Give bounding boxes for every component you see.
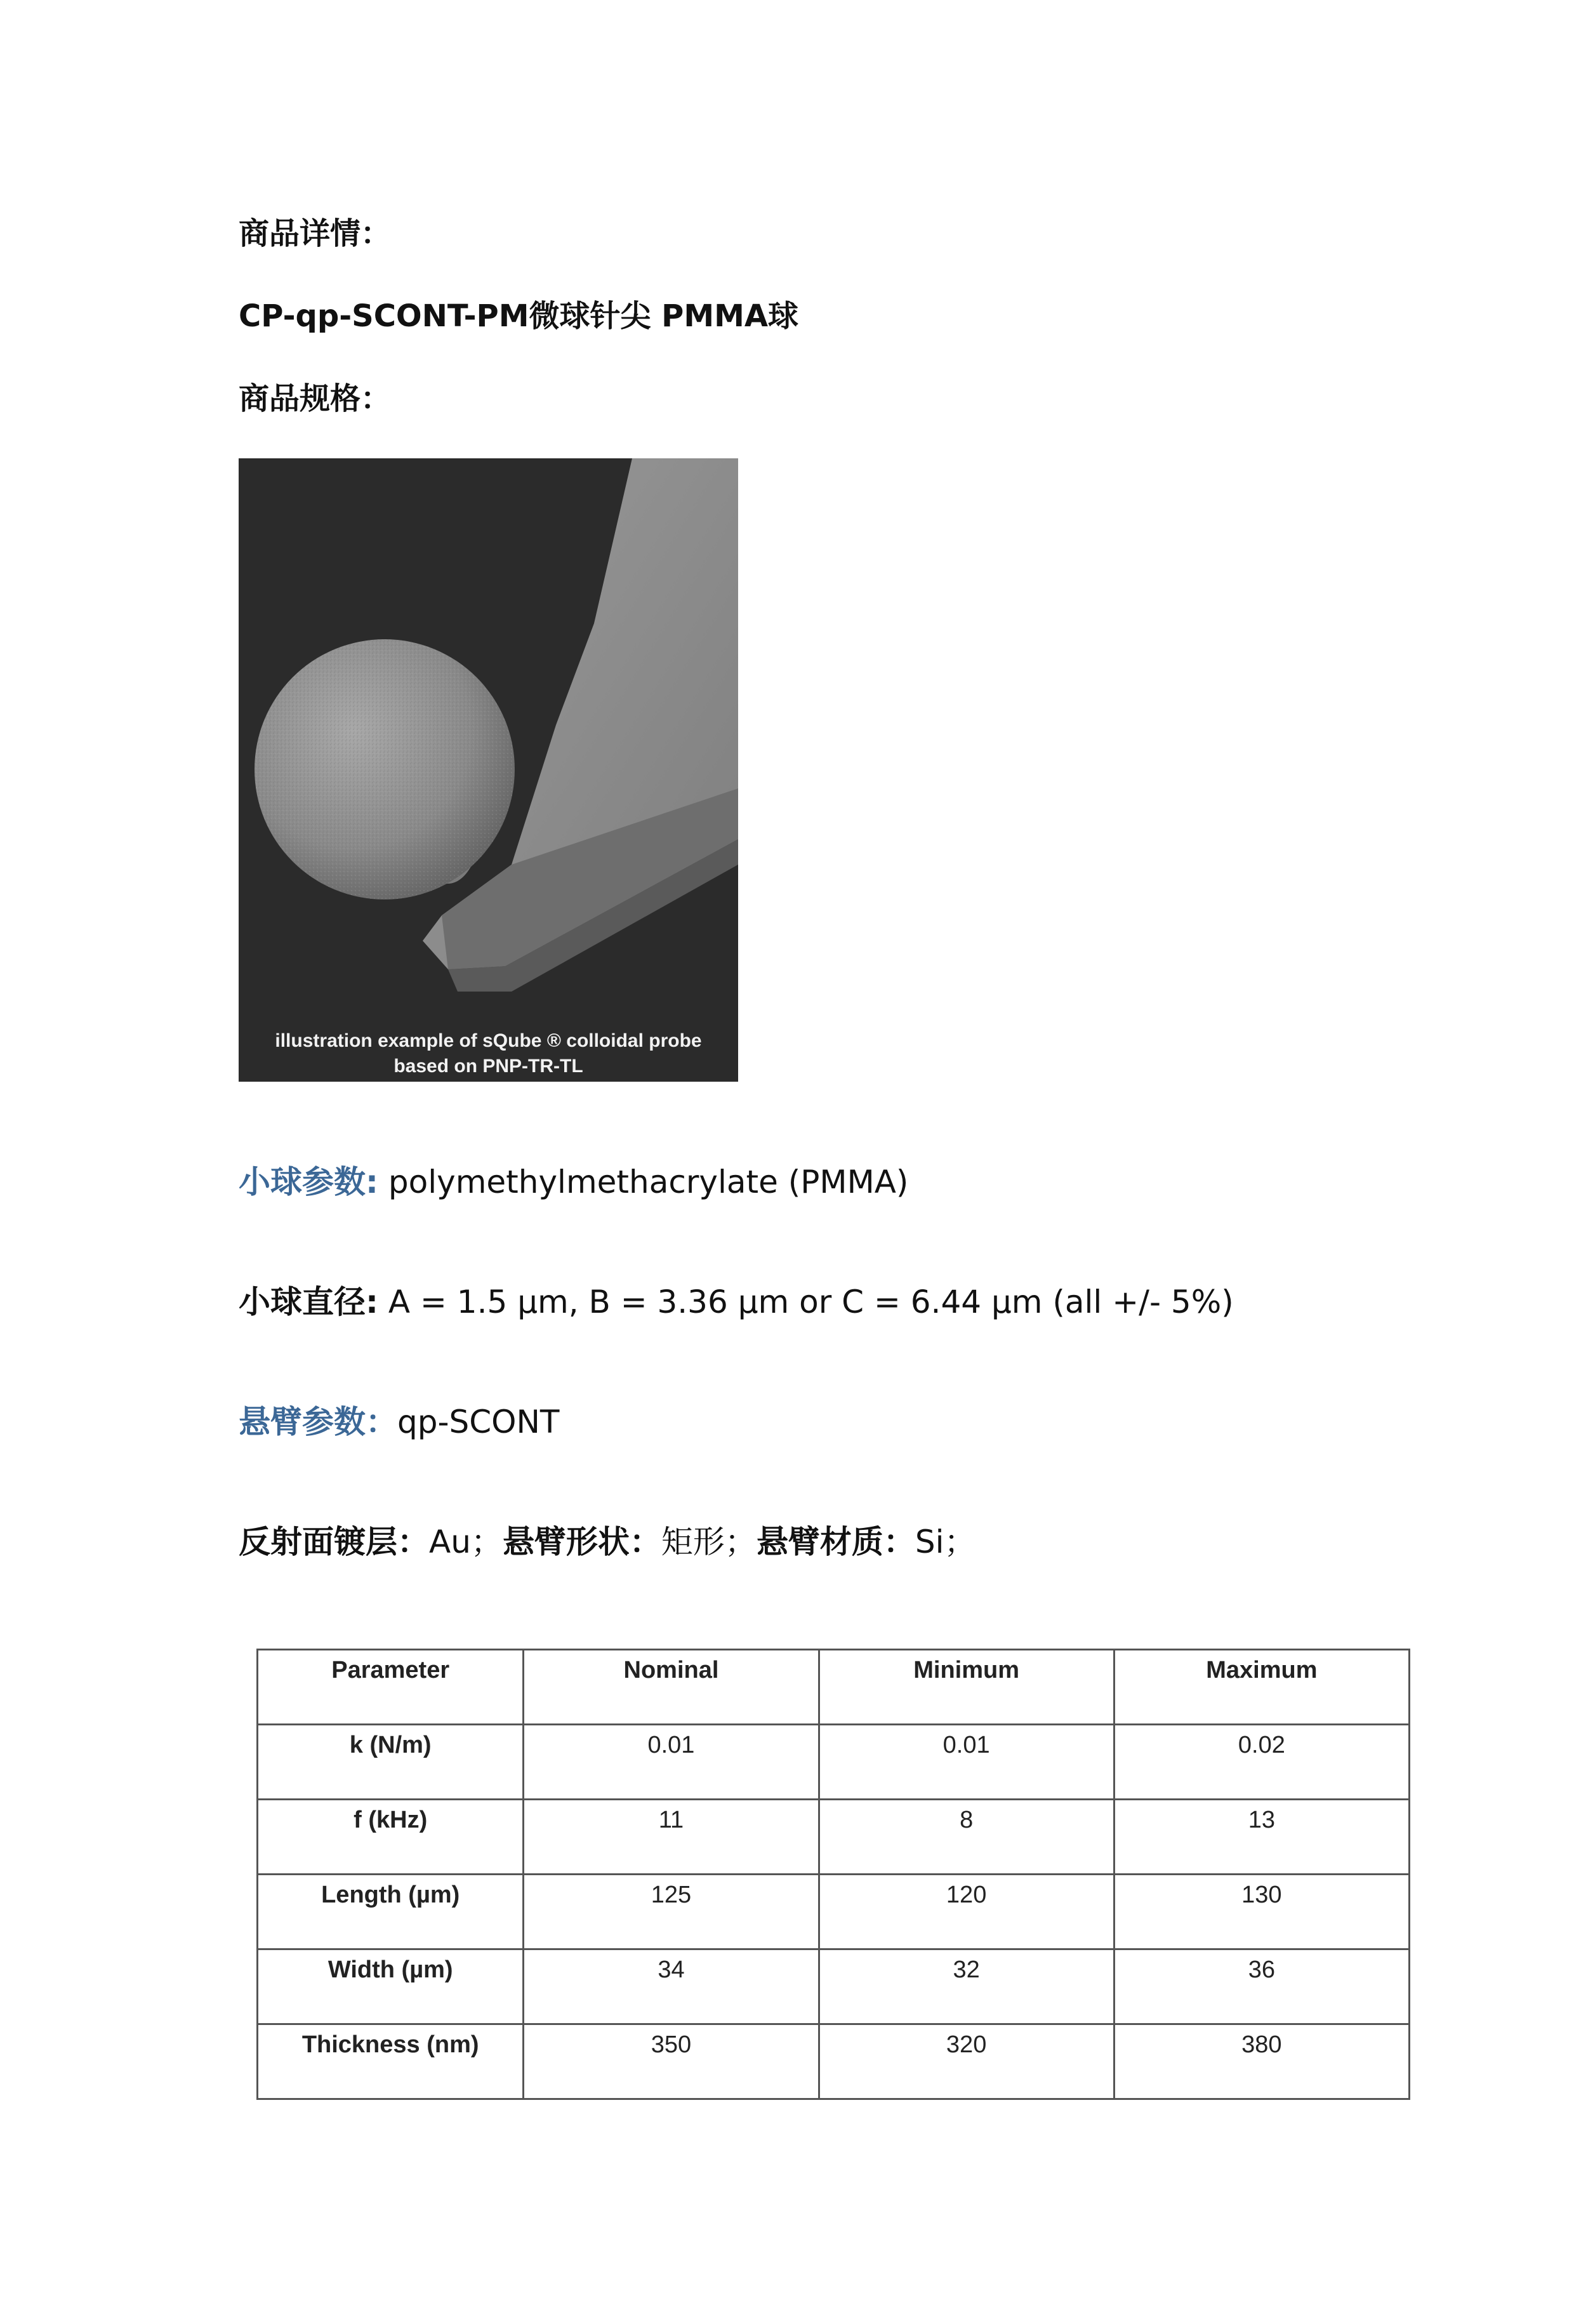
table-cell-maximum: 13 (1114, 1800, 1409, 1875)
table-row (258, 1875, 1410, 1949)
table-cell-nominal: 350 (524, 2024, 819, 2099)
table-row (258, 1725, 1410, 1800)
spec-heading: 商品规格： (239, 381, 392, 416)
table-row (258, 1949, 1410, 2024)
material-value: Si； (915, 1524, 976, 1560)
shape-value: 矩形； (661, 1524, 757, 1560)
shape-label: 悬臂形状： (502, 1524, 661, 1560)
table-cell-maximum: 130 (1114, 1875, 1409, 1949)
material-label: 悬臂材质： (756, 1524, 915, 1560)
sphere-material-label: 小球参数: (239, 1164, 378, 1200)
sphere-diameter-label: 小球直径: (239, 1284, 378, 1320)
coating-label: 反射面镀层： (239, 1524, 429, 1560)
cantilever-spec-table (256, 1649, 1410, 2100)
cantilever-value: qp-SCONT (397, 1404, 560, 1440)
table-cell-parameter: Length (µm) (258, 1875, 524, 1949)
table-cell-minimum: 320 (819, 2024, 1114, 2099)
figure-caption-line2: based on PNP-TR-TL (394, 1056, 583, 1077)
table-cell-maximum: 36 (1114, 1949, 1409, 2024)
table-cell-minimum: 120 (819, 1875, 1114, 1949)
table-cell-nominal: 34 (524, 1949, 819, 2024)
header-maximum: Maximum (1114, 1650, 1409, 1725)
cantilever-line (239, 1402, 559, 1442)
table-cell-parameter: f (kHz) (258, 1800, 524, 1875)
sphere-diameter-line (239, 1282, 1234, 1322)
sphere-material-line (239, 1162, 908, 1202)
product-title: CP-qp-SCONT-PM微球针尖 PMMA球 (239, 298, 799, 334)
sphere-diameter-value: A = 1.5 µm, B = 3.36 µm or C = 6.44 µm (all +/- 5%) (378, 1284, 1234, 1320)
table-cell-parameter: Width (µm) (258, 1949, 524, 2024)
cantilever-properties-line (239, 1522, 976, 1562)
table-cell-nominal: 11 (524, 1800, 819, 1875)
header-minimum: Minimum (819, 1650, 1114, 1725)
table-cell-minimum: 8 (819, 1800, 1114, 1875)
table-cell-minimum: 32 (819, 1949, 1114, 2024)
table-cell-nominal: 0.01 (524, 1725, 819, 1800)
table-cell-parameter: Thickness (nm) (258, 2024, 524, 2099)
table-cell-maximum: 380 (1114, 2024, 1409, 2099)
table-header-row (258, 1650, 1410, 1725)
table-cell-minimum: 0.01 (819, 1725, 1114, 1800)
cantilever-label: 悬臂参数： (239, 1404, 397, 1440)
coating-value: Au； (429, 1524, 503, 1560)
probe-sem-illustration (239, 458, 738, 1082)
table-cell-nominal: 125 (524, 1875, 819, 1949)
figure-caption-line1: illustration example of sQube ® colloidal probe (275, 1030, 702, 1051)
details-heading: 商品详情： (239, 216, 392, 251)
table-cell-maximum: 0.02 (1114, 1725, 1409, 1800)
sphere-material-value: polymethylmethacrylate (PMMA) (378, 1164, 909, 1200)
header-nominal: Nominal (524, 1650, 819, 1725)
table-row (258, 2024, 1410, 2099)
table-cell-parameter: k (N/m) (258, 1725, 524, 1800)
header-parameter: Parameter (258, 1650, 524, 1725)
probe-sem-image (239, 458, 738, 1082)
table-row (258, 1800, 1410, 1875)
